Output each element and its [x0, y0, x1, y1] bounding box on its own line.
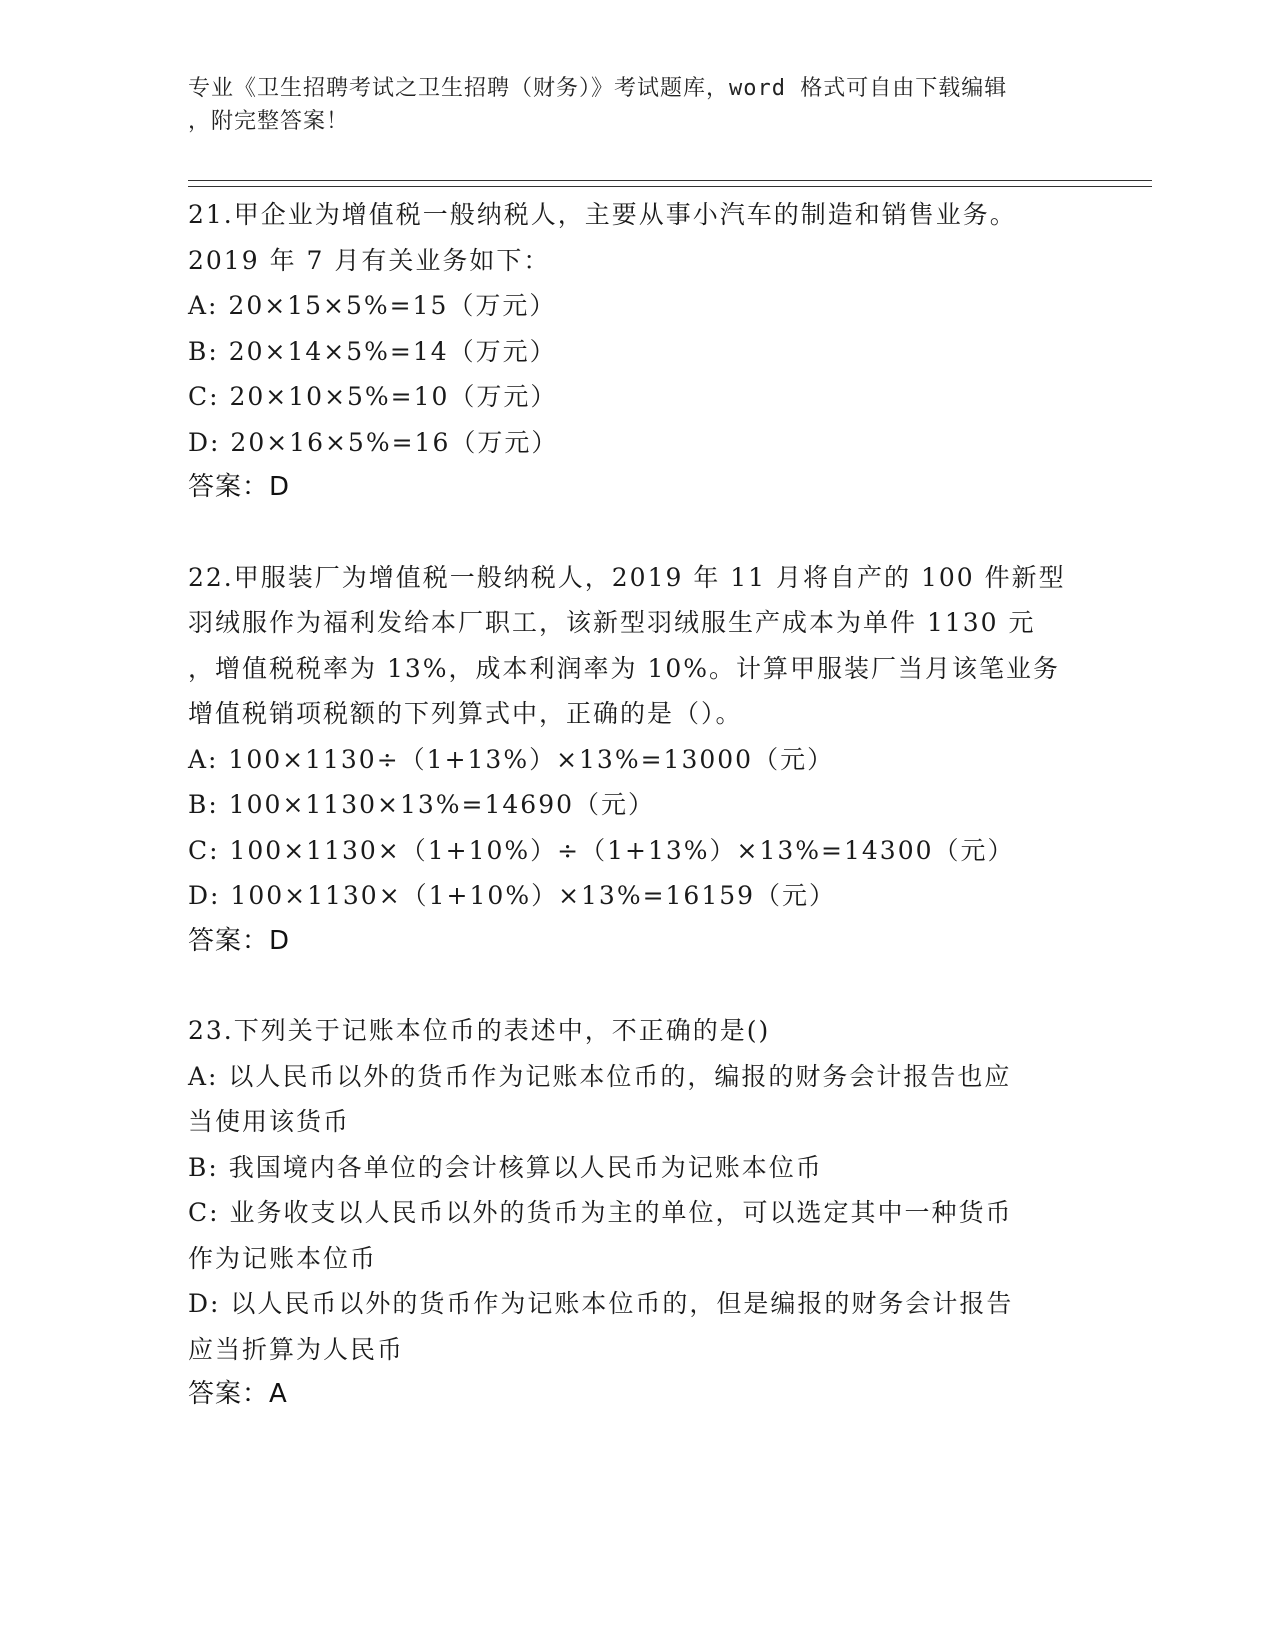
question-stem-line: 23.下列关于记账本位币的表述中，不正确的是() — [188, 1016, 771, 1045]
option-a: A: 100×1130÷（1+13%）×13%=13000（元） — [188, 744, 835, 774]
option-b: B: 100×1130×13%=14690（元） — [188, 790, 656, 819]
option-b: B: 20×14×5%=14（万元） — [188, 336, 557, 366]
option-c: C: 20×10×5%=10（万元） — [188, 382, 558, 411]
question-23 — [188, 1008, 1088, 1418]
question-stem-line: 21.甲企业为增值税一般纳税人，主要从事小汽车的制造和销售业务。 — [188, 200, 1017, 229]
option-c-continued: 作为记账本位币 — [188, 1243, 378, 1273]
option-d: D: 20×16×5%=16（万元） — [188, 427, 559, 457]
header-line-2: ，附完整答案！ — [188, 109, 350, 134]
answer-label: 答案：A — [188, 1379, 288, 1409]
header-divider-bottom — [188, 186, 1152, 187]
question-list — [188, 192, 1088, 1418]
question-stem-line: 22.甲服装厂为增值税一般纳税人，2019 年 11 月将自产的 100 件新型 — [188, 562, 1066, 592]
option-c: C: 100×1130×（1+10%）÷（1+13%）×13%=14300（元） — [188, 835, 1015, 865]
option-c: C: 业务收支以人民币以外的货币为主的单位，可以选定其中一种货币 — [188, 1198, 1013, 1227]
question-stem-line: 2019 年 7 月有关业务如下： — [188, 245, 551, 275]
option-a: A: 以人民币以外的货币作为记账本位币的，编报的财务会计报告也应 — [188, 1061, 1012, 1091]
option-d-continued: 应当折算为人民币 — [188, 1334, 405, 1364]
question-spacer — [188, 964, 1088, 1008]
option-a-continued: 当使用该货币 — [188, 1107, 351, 1136]
document-header — [188, 72, 1088, 138]
option-d: D: 100×1130×（1+10%）×13%=16159（元） — [188, 881, 837, 910]
question-spacer — [188, 511, 1088, 555]
question-21 — [188, 192, 1088, 511]
answer-label: 答案：D — [188, 925, 291, 956]
answer-label: 答案：D — [188, 472, 291, 502]
header-line-1: 专业《卫生招聘考试之卫生招聘（财务）》考试题库，word 格式可自由下载编辑 — [188, 76, 1008, 101]
question-stem-line: ，增值税税率为 13%，成本利润率为 10%。计算甲服装厂当月该笔业务 — [188, 653, 1061, 683]
question-stem-line: 增值税销项税额的下列算式中，正确的是（）。 — [188, 699, 743, 728]
question-22 — [188, 555, 1088, 965]
option-b: B: 我国境内各单位的会计核算以人民币为记账本位币 — [188, 1152, 823, 1182]
header-divider-top — [188, 180, 1152, 181]
option-d: D: 以人民币以外的货币作为记账本位币的，但是编报的财务会计报告 — [188, 1289, 1014, 1318]
option-a: A: 20×15×5%=15（万元） — [188, 291, 557, 320]
question-stem-line: 羽绒服作为福利发给本厂职工，该新型羽绒服生产成本为单件 1130 元 — [188, 608, 1036, 637]
